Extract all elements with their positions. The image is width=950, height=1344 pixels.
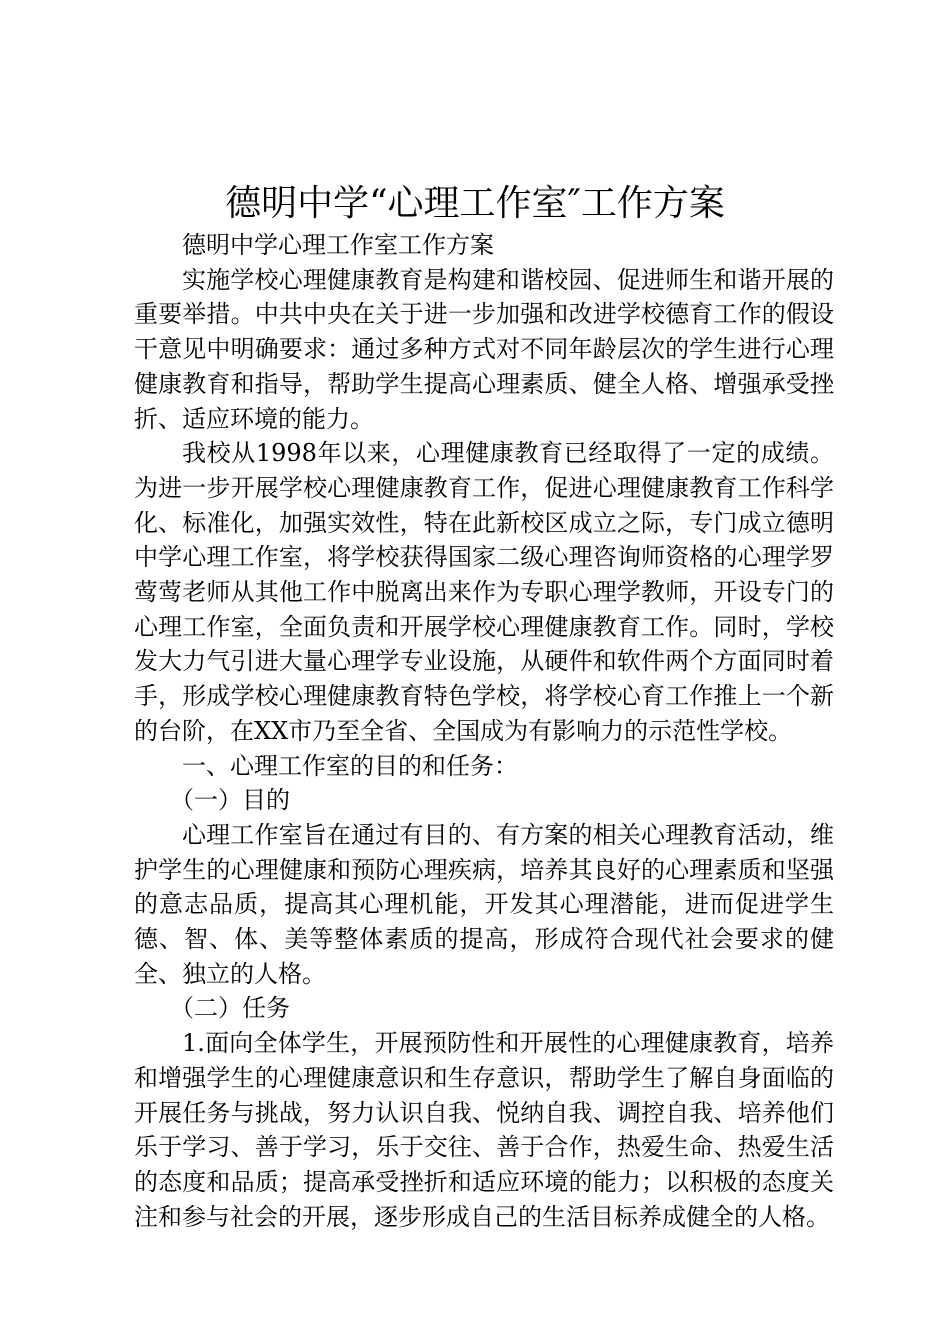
paragraph-task-1: 1.面向全体学生，开展预防性和开展性的心理健康教育，培养和增强学生的心理健康意识和生存意识，帮助学生了解自身面临的开展任务与挑战，努力认识自我、悦纳自我、调控自我、培养他们乐于学习、善于学习，乐于交往、善于合作，热爱生命、热爱生活的态度和品质；提高承受挫折和适应环境的能力；以积极的态度关注和参与社会的开展，逐步形成自己的生活目标养成健全的人格。 bbox=[134, 1029, 834, 1231]
paragraph-purpose: 心理工作室旨在通过有目的、有方案的相关心理教育活动，维护学生的心理健康和预防心理疾病，培养其良好的心理素质和坚强的意志品质，提高其心理机能，开发其心理潜能，进而促进学生德、智、体、美等整体素质的提高，形成符合现代社会要求的健全、独立的人格。 bbox=[134, 820, 834, 988]
paragraph-background: 我校从1998年以来，心理健康教育已经取得了一定的成绩。为进一步开展学校心理健康教育工作，促进心理健康教育工作科学化、标准化，加强实效性，特在此新校区成立之际，专门成立德明中学心理工作室，将学校获得国家二级心理咨询师资格的心理学罗莺莺老师从其他工作中脱离出来作为专职心理学教师，开设专门的心理工作室，全面负责和开展学校心理健康教育工作。同时，学校发大力气引进大量心理学专业设施，从硬件和软件两个方面同时着手，形成学校心理健康教育特色学校，将学校心育工作推上一个新的台阶，在XX市乃至全省、全国成为有影响力的示范性学校。 bbox=[134, 439, 834, 745]
document-body bbox=[134, 228, 834, 1234]
section-heading-purpose-and-tasks: 一、心理工作室的目的和任务： bbox=[182, 751, 518, 780]
paragraph-subtitle: 德明中学心理工作室工作方案 bbox=[182, 231, 494, 259]
document-title: 德明中学“心理工作室″工作方案 bbox=[225, 183, 725, 224]
subsection-heading-purpose: （一）目的 bbox=[170, 786, 290, 815]
paragraph-intro: 实施学校心理健康教育是构建和谐校园、促进师生和谐开展的重要举措。中共中央在关于进一步加强和改进学校德育工作的假设干意见中明确要求：通过多种方式对不同年龄层次的学生进行心理健康教育和指导，帮助学生提高心理素质、健全人格、增强承受挫折、适应环境的能力。 bbox=[134, 265, 834, 433]
subsection-heading-tasks: （二）任务 bbox=[170, 994, 290, 1023]
